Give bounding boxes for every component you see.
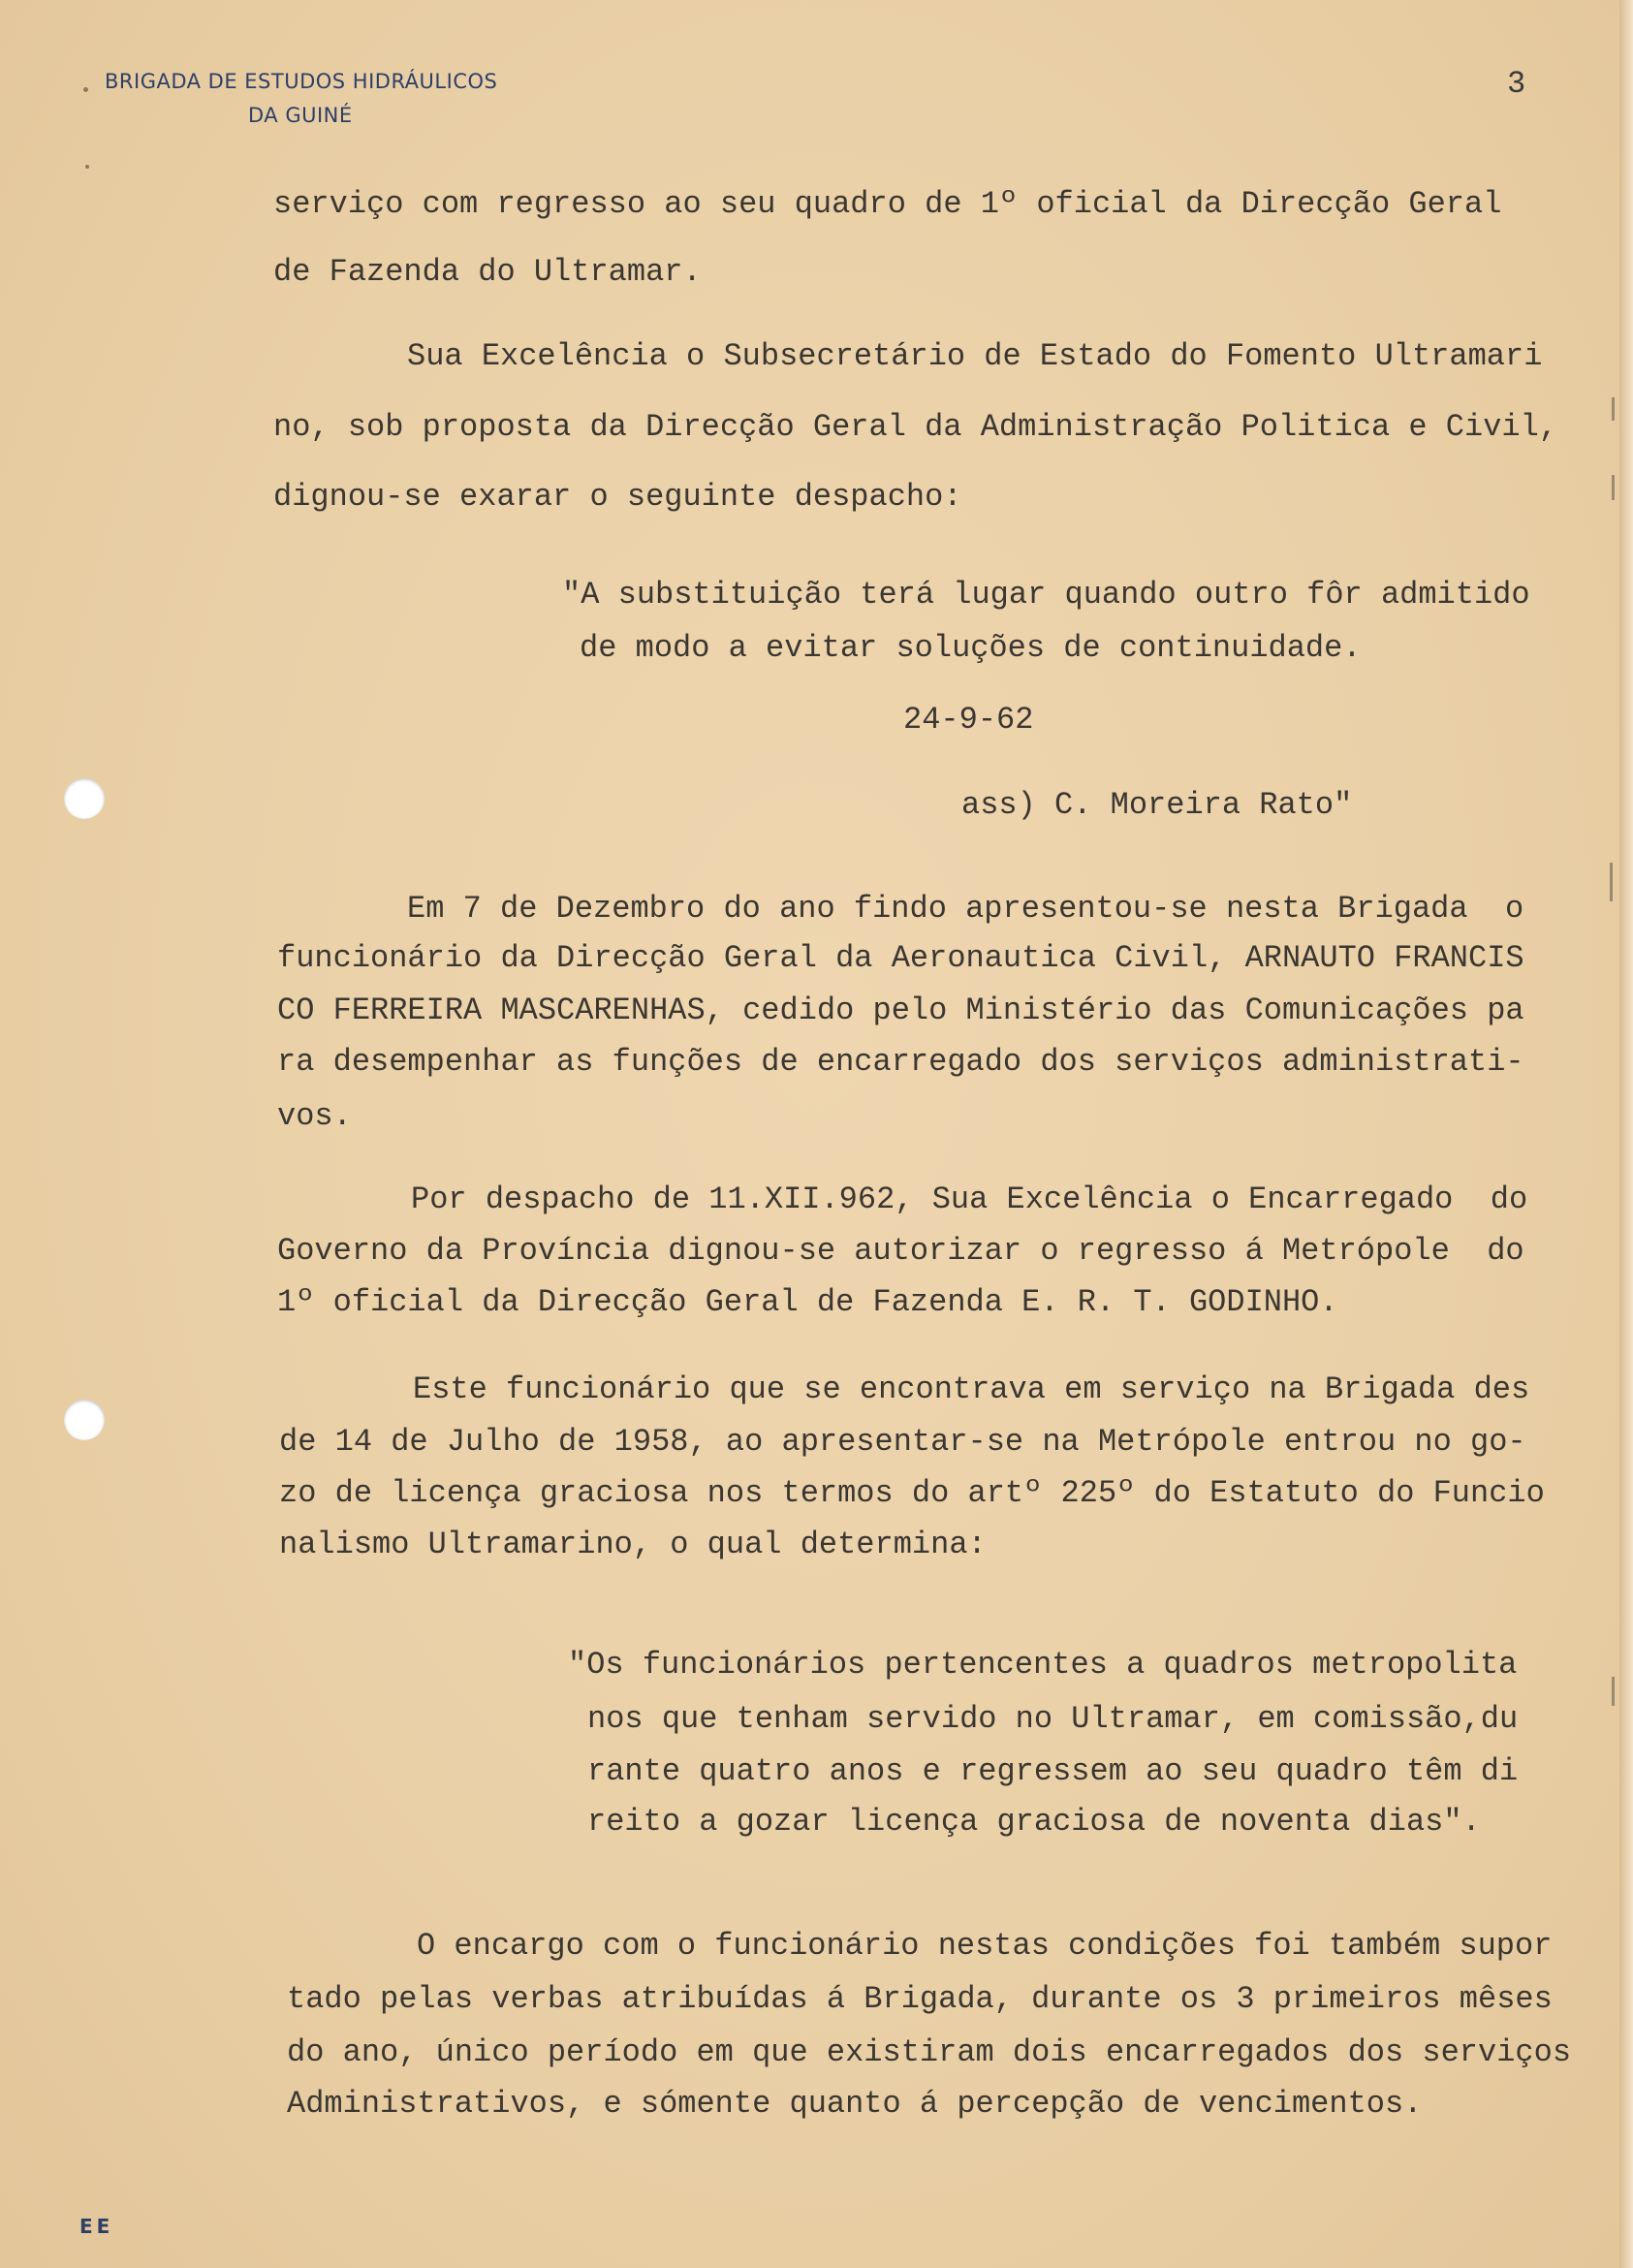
footer-code: EE <box>79 2215 114 2238</box>
body-line: O encargo com o funcionário nestas condições foi também supor <box>417 1928 1553 1964</box>
body-line: Em 7 de Dezembro do ano findo apresentou-se nesta Brigada o <box>407 891 1524 927</box>
body-line: 1º oficial da Direcção Geral de Fazenda E. R. T. GODINHO. <box>277 1284 1338 1320</box>
body-line: de 14 de Julho de 1958, ao apresentar-se na Metrópole entrou no go- <box>279 1424 1526 1460</box>
body-line: vos. <box>277 1098 352 1134</box>
quote-line: de modo a evitar soluções de continuidade. <box>580 630 1362 666</box>
body-line: serviço com regresso ao seu quadro de 1º oficial da Direcção Geral <box>273 186 1502 222</box>
punch-hole <box>64 778 105 819</box>
body-line: CO FERREIRA MASCARENHAS, cedido pelo Ministério das Comunicações pa <box>277 992 1524 1028</box>
quote-date: 24-9-62 <box>903 702 1034 738</box>
body-line: Administrativos, e sómente quanto á percepção de vencimentos. <box>287 2086 1423 2122</box>
quote-line: "Os funcionários pertencentes a quadros metropolita <box>568 1647 1518 1683</box>
body-line: no, sob proposta da Direcção Geral da Administração Politica e Civil, <box>273 409 1558 445</box>
quote-signature: ass) C. Moreira Rato" <box>961 787 1353 823</box>
body-line: dignou-se exarar o seguinte despacho: <box>273 479 962 515</box>
body-line: de Fazenda do Ultramar. <box>273 254 702 290</box>
quote-line: "A substituição terá lugar quando outro fôr admitido <box>562 577 1530 613</box>
letterhead-line-2: DA GUINÉ <box>248 104 353 127</box>
margin-mark <box>1612 1677 1615 1706</box>
letterhead-line-1: BRIGADA DE ESTUDOS HIDRÁULICOS <box>105 70 498 93</box>
body-line: zo de licença graciosa nos termos do artº 225º do Estatuto do Funcio <box>279 1475 1545 1511</box>
quote-line: reito a gozar licença graciosa de noventa dias". <box>587 1804 1481 1840</box>
body-line: Este funcionário que se encontrava em serviço na Brigada des <box>413 1371 1530 1407</box>
paper-edge <box>1619 0 1633 2268</box>
quote-line: nos que tenham servido no Ultramar, em comissão,du <box>587 1701 1519 1737</box>
body-line: Sua Excelência o Subsecretário de Estado do Fomento Ultramari <box>407 338 1543 374</box>
body-line: Por despacho de 11.XII.962, Sua Excelência o Encarregado do <box>411 1181 1528 1217</box>
body-line: funcionário da Direcção Geral da Aeronautica Civil, ARNAUTO FRANCIS <box>277 940 1524 976</box>
punch-hole <box>64 1400 105 1440</box>
quote-line: rante quatro anos e regressem ao seu quadro têm di <box>587 1753 1519 1789</box>
paper-speck <box>85 165 89 169</box>
body-line: ra desempenhar as funções de encarregado dos serviços administrati- <box>277 1044 1524 1080</box>
body-line: nalismo Ultramarino, o qual determina: <box>279 1527 987 1562</box>
page-number: 3 <box>1507 66 1526 102</box>
body-line: Governo da Província dignou-se autorizar o regresso á Metrópole do <box>277 1233 1524 1269</box>
margin-mark <box>1610 863 1613 901</box>
body-line: tado pelas verbas atribuídas á Brigada, durante os 3 primeiros mêses <box>287 1981 1553 2017</box>
paper-speck <box>83 87 88 92</box>
margin-mark <box>1612 475 1615 500</box>
body-line: do ano, único período em que existiram dois encarregados dos serviços <box>287 2034 1572 2070</box>
margin-mark <box>1612 397 1615 421</box>
